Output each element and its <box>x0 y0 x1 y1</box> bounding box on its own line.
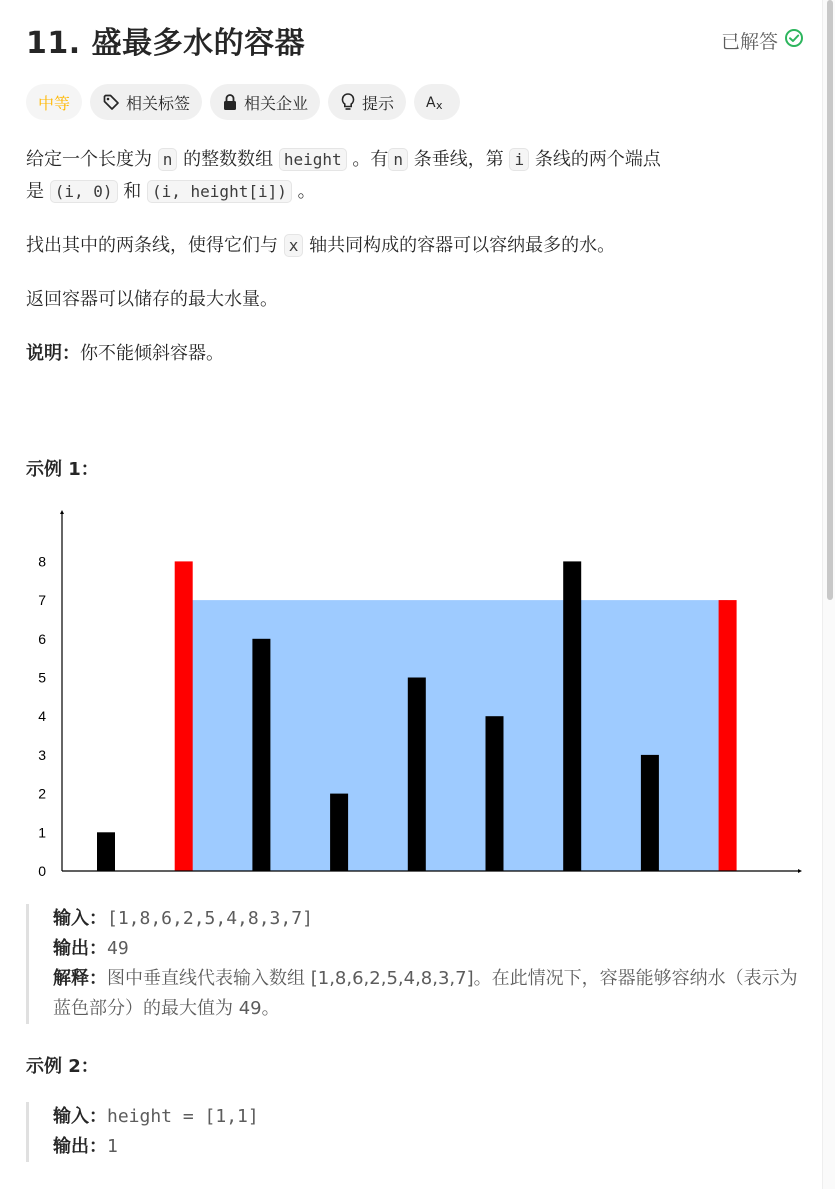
example-1-explanation <box>53 964 806 1024</box>
example-1-block <box>26 904 806 1024</box>
tag-icon <box>102 93 120 111</box>
container-wall-bar <box>719 600 737 871</box>
related-companies-button[interactable] <box>210 84 320 120</box>
text: 。有 <box>352 149 389 170</box>
height-bar <box>408 678 426 872</box>
example-2-input <box>53 1102 806 1132</box>
description-paragraph-1 <box>26 144 806 208</box>
y-tick-label: 5 <box>38 669 46 686</box>
y-tick-label: 1 <box>38 824 46 841</box>
note-text: 你不能倾斜容器。 <box>80 343 224 364</box>
text: 给定一个长度为 <box>26 149 152 170</box>
text: 的整数数组 <box>183 149 274 170</box>
example-2-output <box>53 1132 806 1162</box>
y-tick-label: 7 <box>38 592 46 609</box>
inline-code: (i, 0) <box>50 180 118 203</box>
title-row <box>26 18 804 62</box>
output-value: 1 <box>107 1136 118 1157</box>
svg-text:A: A <box>426 95 436 111</box>
text: 。 <box>297 181 316 202</box>
explain-label: 解释： <box>53 968 107 989</box>
text: 条线的两个端点 <box>534 149 661 170</box>
check-circle-icon <box>784 28 804 53</box>
height-bar <box>563 561 581 871</box>
example-1-input <box>53 904 806 934</box>
input-value: [1,8,6,2,5,4,8,3,7] <box>107 908 313 929</box>
y-axis-arrow <box>60 510 64 514</box>
height-bar <box>330 794 348 871</box>
container-wall-bar <box>175 561 193 871</box>
problem-title: 11. 盛最多水的容器 <box>26 26 306 61</box>
solved-label: 已解答 <box>720 30 778 53</box>
inline-code: n <box>158 148 178 171</box>
solved-status <box>721 27 804 54</box>
inline-code: i <box>509 148 529 171</box>
y-tick-label: 0 <box>38 863 46 879</box>
text: 轴共同构成的容器可以容纳最多的水。 <box>309 235 616 256</box>
related-companies-label: 相关企业 <box>244 93 309 113</box>
hint-button[interactable] <box>328 84 406 120</box>
translate-button[interactable] <box>414 84 460 120</box>
x-axis-arrow <box>798 869 802 873</box>
inline-code: n <box>388 148 408 171</box>
explain-text: 图中垂直线代表输入数组 [1,8,6,2,5,4,8,3,7]。在此情况下，容器能够容纳水（表示为蓝色部分）的最大值为 49。 <box>53 968 798 1019</box>
output-label: 输出： <box>53 1136 107 1157</box>
container-chart <box>26 504 806 894</box>
input-label: 输入： <box>53 1106 107 1127</box>
height-bar <box>97 832 115 871</box>
text: 和 <box>123 181 142 202</box>
description-note <box>26 338 806 370</box>
output-value: 49 <box>107 938 129 959</box>
input-value: height = [1,1] <box>107 1106 259 1127</box>
inline-code: (i, height[i]) <box>147 180 292 203</box>
text: 是 <box>26 181 44 202</box>
problem-description <box>26 144 806 392</box>
example-1-output <box>53 934 806 964</box>
example-2-block <box>26 1102 806 1162</box>
inline-code: x <box>284 234 304 257</box>
tag-bar <box>26 84 460 120</box>
y-tick-label: 6 <box>38 630 46 647</box>
inline-code: height <box>279 148 347 171</box>
example-2-title: 示例 2： <box>26 1056 99 1077</box>
lightbulb-icon <box>340 92 356 112</box>
hint-label: 提示 <box>362 93 395 113</box>
y-tick-label: 8 <box>38 553 46 570</box>
svg-text:x: x <box>436 99 443 111</box>
example-1-title: 示例 1： <box>26 459 99 480</box>
output-label: 输出： <box>53 938 107 959</box>
scrollbar-thumb[interactable] <box>827 0 833 600</box>
height-bar <box>641 755 659 871</box>
related-tags-label: 相关标签 <box>126 93 191 113</box>
text: 找出其中的两条线，使得它们与 <box>26 235 278 256</box>
difficulty-badge[interactable]: 中等 <box>26 84 82 120</box>
description-paragraph-2 <box>26 230 806 262</box>
note-label: 说明： <box>26 343 80 364</box>
text: 条垂线，第 <box>413 149 504 170</box>
y-tick-label: 4 <box>38 708 46 725</box>
input-label: 输入： <box>53 908 107 929</box>
related-tags-button[interactable] <box>90 84 202 120</box>
y-tick-label: 2 <box>38 785 46 802</box>
height-bar <box>252 639 270 871</box>
lock-icon <box>222 93 238 111</box>
description-paragraph-3: 返回容器可以储存的最大水量。 <box>26 289 278 310</box>
y-tick-label: 3 <box>38 746 46 763</box>
height-bar <box>486 716 504 871</box>
translate-icon <box>426 93 448 111</box>
